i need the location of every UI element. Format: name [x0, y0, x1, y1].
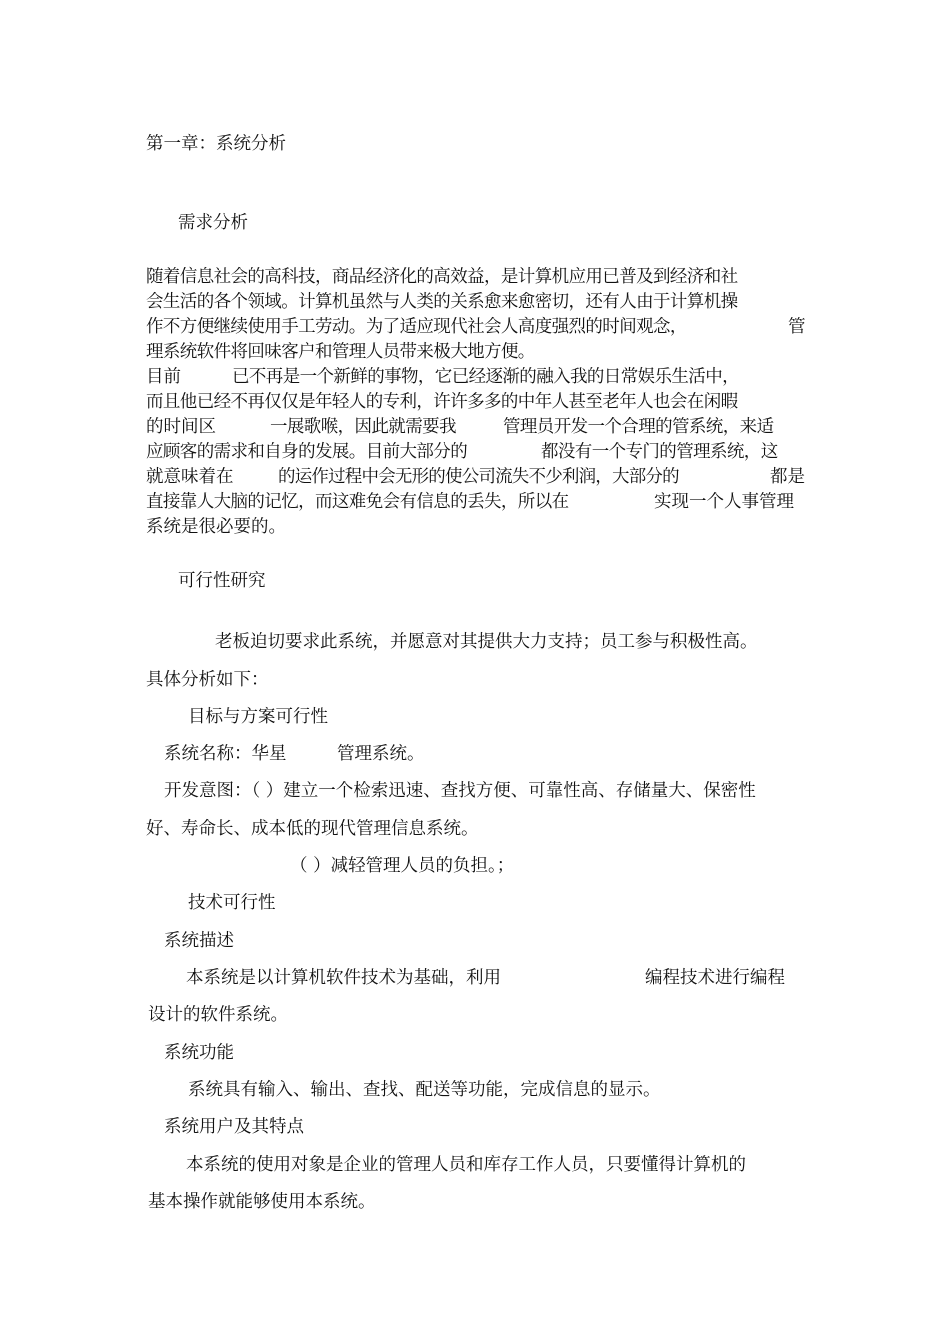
requirements-paragraph-2-line-5b: 的运作过程中会无形的使公司流失不少利润，大部分的	[278, 467, 679, 487]
requirements-paragraph-2-line-3a: 的时间区	[146, 417, 216, 437]
requirements-paragraph-2-line-3c: 管理员开发一个合理的管系统，来适	[503, 417, 774, 437]
feasibility-heading: 可行性研究	[178, 571, 266, 591]
requirements-heading: 需求分析	[178, 213, 248, 233]
requirements-paragraph-2-line-5a: 就意味着在	[146, 467, 234, 487]
requirements-paragraph-1-line-1: 随着信息社会的高科技，商品经济化的高效益，是计算机应用已普及到经济和社	[146, 267, 738, 287]
technical-feasibility-heading: 技术可行性	[188, 893, 276, 913]
goal-feasibility-heading: 目标与方案可行性	[188, 707, 328, 727]
requirements-paragraph-2-line-5c: 都是	[770, 467, 805, 487]
requirements-paragraph-1-line-2: 会生活的各个领域。计算机虽然与人类的关系愈来愈密切，还有人由于计算机操	[146, 292, 738, 312]
feasibility-intro-line-2: 具体分析如下：	[146, 670, 269, 690]
requirements-paragraph-2-line-4a: 应顾客的需求和自身的发展。目前大部分的	[146, 442, 468, 462]
requirements-paragraph-2-line-3b: 一展歌喉，因此就需要我	[270, 417, 456, 437]
system-name-value: 管理系统。	[337, 744, 425, 764]
requirements-paragraph-1-line-4: 理系统软件将回味客户和管理人员带来极大地方便。	[146, 342, 535, 362]
system-description-line-2: 设计的软件系统。	[148, 1005, 288, 1025]
development-intent-line-3: （ ）减轻管理人员的负担。；	[290, 856, 515, 876]
requirements-paragraph-2-line-6b: 实现一个人事管理	[654, 492, 794, 512]
development-intent-line-1: 开发意图：（ ）建立一个检索迅速、查找方便、可靠性高、存储量大、保密性	[164, 781, 756, 801]
system-description-line-1b: 编程技术进行编程	[645, 968, 785, 988]
system-users-heading: 系统用户及其特点	[164, 1117, 304, 1137]
system-description-line-1a: 本系统是以计算机软件技术为基础，利用	[186, 968, 501, 988]
requirements-paragraph-2-line-1a: 目前	[146, 367, 181, 387]
system-function-line-1: 系统具有输入、输出、查找、配送等功能，完成信息的显示。	[188, 1080, 661, 1100]
system-users-line-2: 基本操作就能够使用本系统。	[148, 1192, 376, 1212]
requirements-paragraph-2-line-6a: 直接靠人大脑的记忆，而这难免会有信息的丢失，所以在	[146, 492, 569, 512]
system-function-heading: 系统功能	[164, 1043, 234, 1063]
feasibility-intro-line-1: 老板迫切要求此系统，并愿意对其提供大力支持；员工参与积极性高。	[215, 632, 758, 652]
requirements-paragraph-1-line-3: 作不方便继续使用手工劳动。为了适应现代社会人高度强烈的时间观念，	[146, 317, 687, 337]
system-name-label: 系统名称：华星	[164, 744, 287, 764]
requirements-paragraph-1-line-3-tail: 管	[788, 317, 806, 337]
requirements-paragraph-2-line-1b: 已不再是一个新鲜的事物，它已经逐渐的融入我的日常娱乐生活中，	[232, 367, 739, 387]
system-users-line-1: 本系统的使用对象是企业的管理人员和库存工作人员，只要懂得计算机的	[186, 1155, 746, 1175]
system-description-heading: 系统描述	[164, 931, 234, 951]
development-intent-line-2: 好、寿命长、成本低的现代管理信息系统。	[146, 819, 479, 839]
requirements-paragraph-2-line-4b: 都没有一个专门的管理系统，这	[541, 442, 778, 462]
requirements-paragraph-2-line-2: 而且他已经不再仅仅是年轻人的专利，许许多多的中年人甚至老年人也会在闲暇	[146, 392, 738, 412]
chapter-title: 第一章：系统分析	[146, 134, 286, 154]
requirements-paragraph-2-line-7: 系统是很必要的。	[146, 517, 286, 537]
